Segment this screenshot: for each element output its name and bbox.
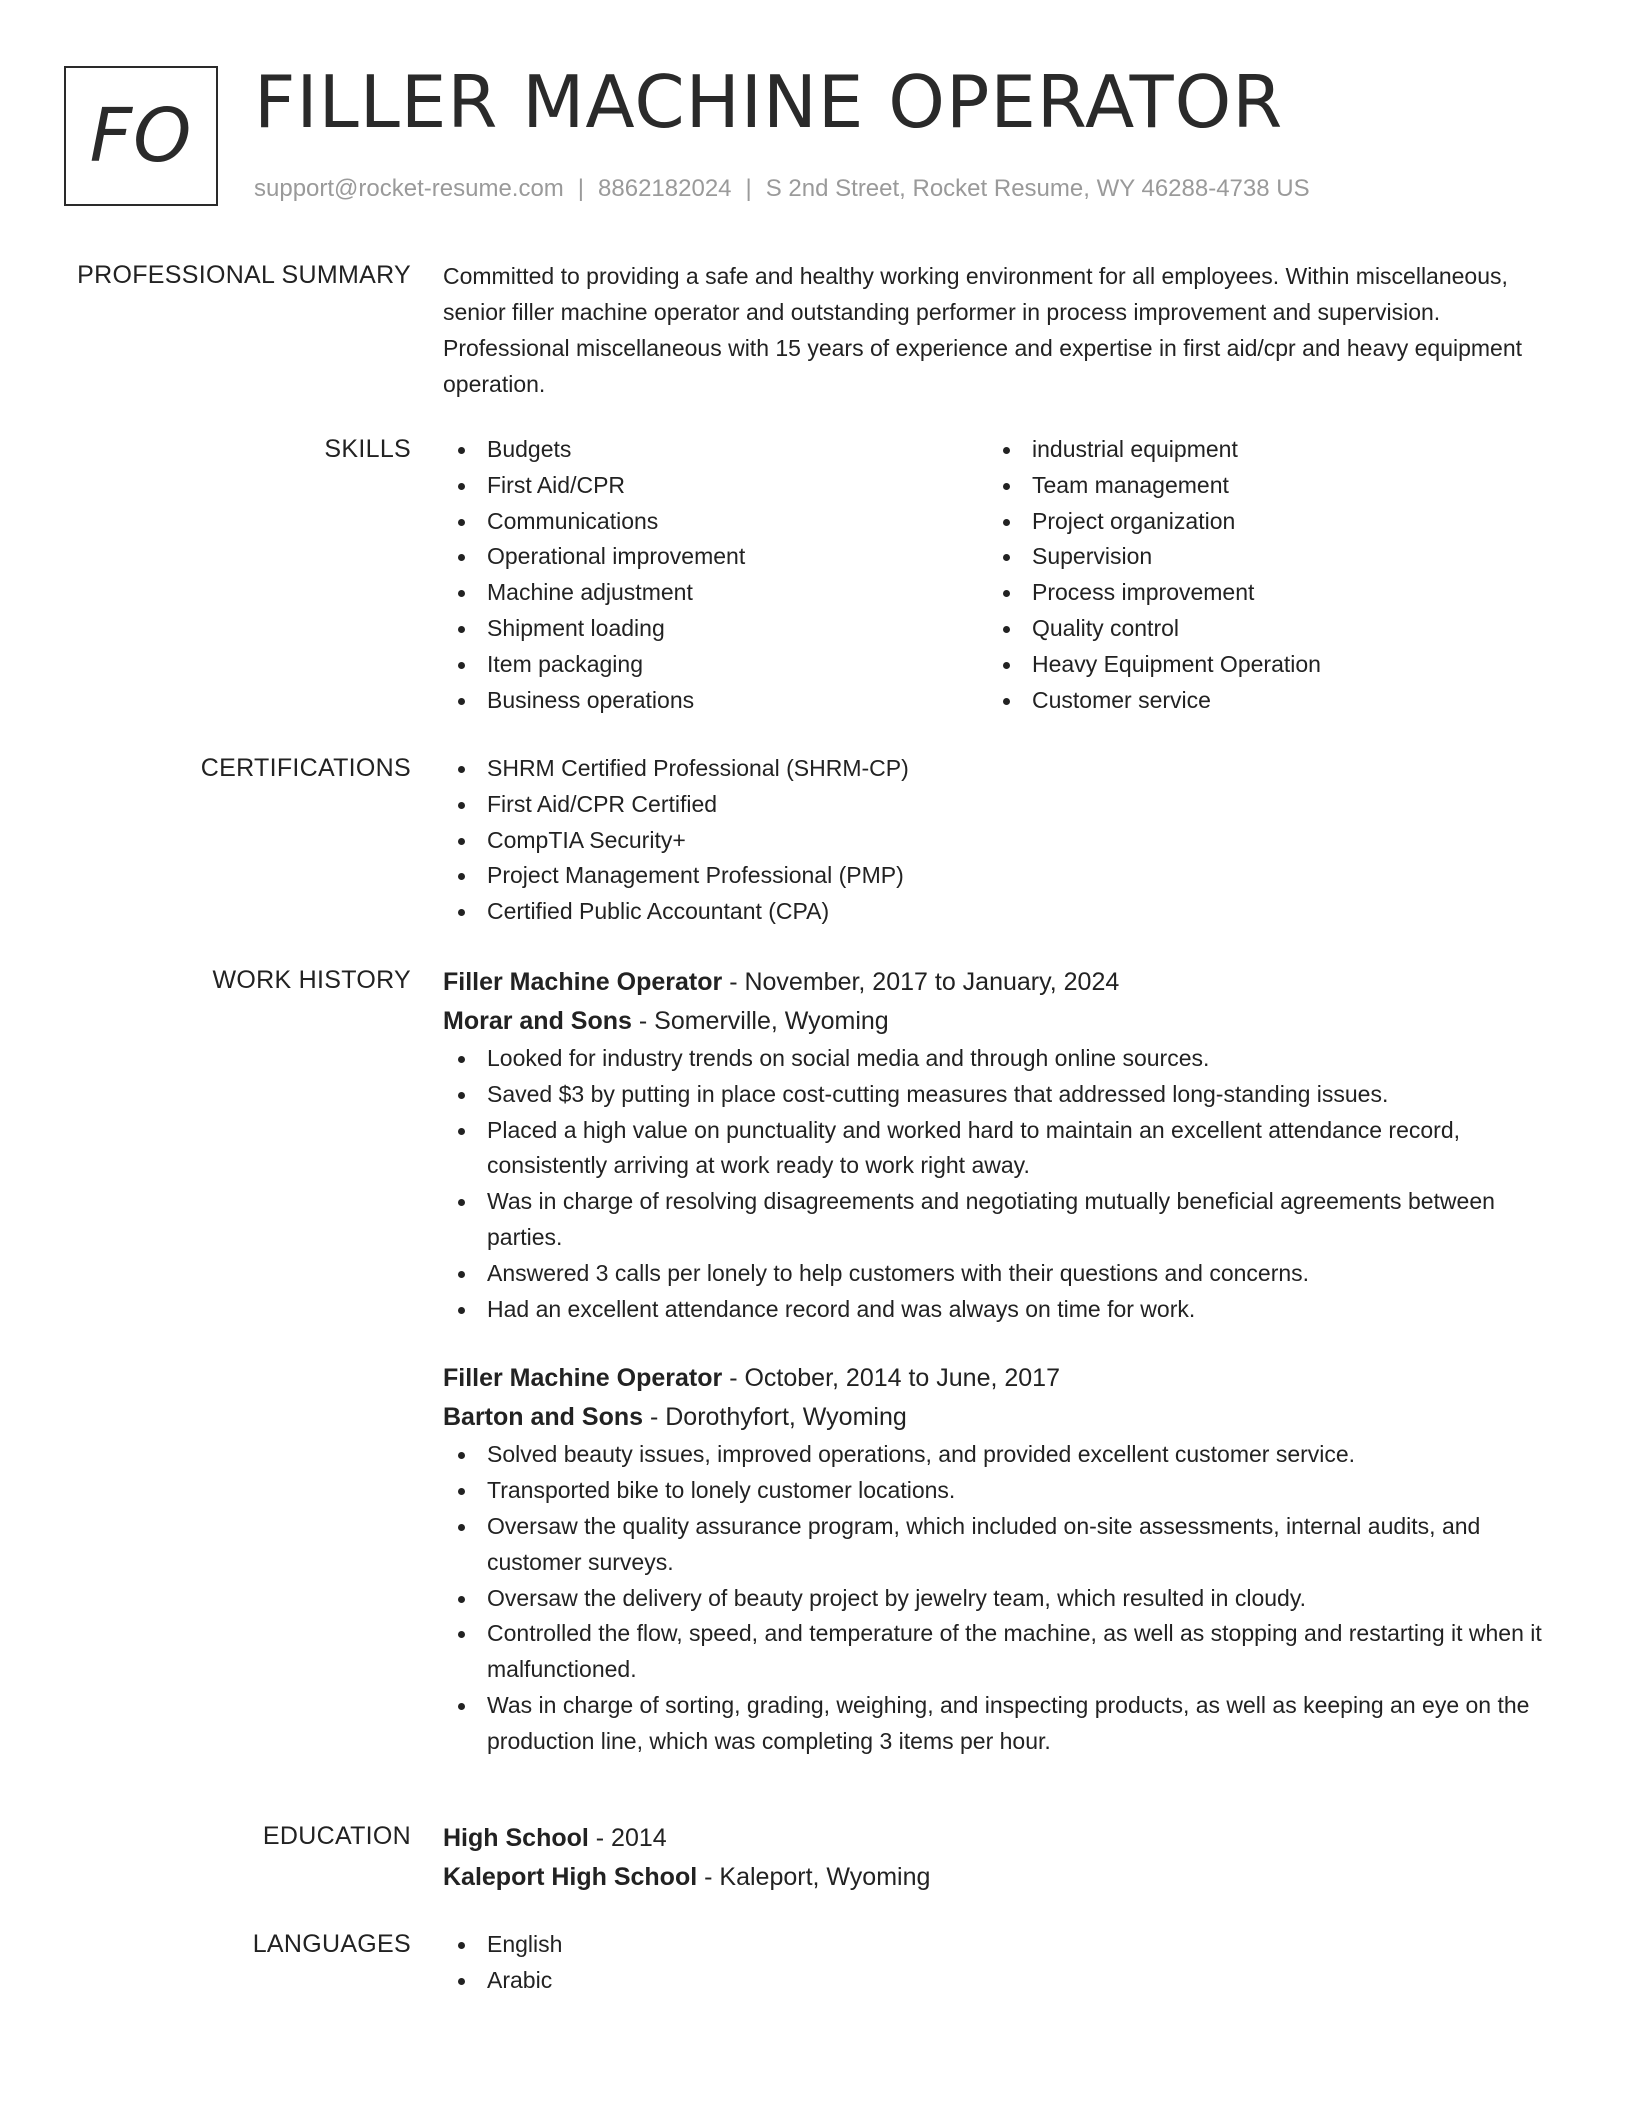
- list-item: Shipment loading: [443, 611, 988, 647]
- job-bullets: [443, 1437, 1558, 1759]
- list-item: Oversaw the delivery of beauty project by jewelry team, which resulted in cloudy.: [443, 1581, 1558, 1617]
- education-school-line: [443, 1858, 1558, 1897]
- list-item: Quality control: [988, 611, 1533, 647]
- monogram-badge: FO: [64, 66, 218, 206]
- job-location: - Dorothyfort, Wyoming: [649, 1403, 907, 1432]
- section-body: [443, 963, 1558, 1760]
- skills-list-left: [443, 432, 988, 718]
- list-item: Heavy Equipment Operation: [988, 647, 1533, 683]
- skills-list-right: [988, 432, 1533, 718]
- list-item: Looked for industry trends on social media and through online sources.: [443, 1041, 1558, 1077]
- list-item: Item packaging: [443, 647, 988, 683]
- section-body: [443, 258, 1558, 402]
- list-item: Arabic: [443, 1963, 1558, 1999]
- job-title-line: [443, 1359, 1558, 1398]
- list-item: Oversaw the quality assurance program, which included on-site assessments, internal audits, and customer surveys.: [443, 1509, 1558, 1581]
- certifications-list: [443, 751, 1558, 930]
- list-item: Answered 3 calls per lonely to help customers with their questions and concerns.: [443, 1256, 1558, 1292]
- list-item: Customer service: [988, 683, 1533, 719]
- list-item: CompTIA Security+: [443, 823, 1558, 859]
- section-label: PROFESSIONAL SUMMARY: [77, 261, 411, 289]
- list-item: SHRM Certified Professional (SHRM-CP): [443, 751, 1558, 787]
- section-label: SKILLS: [324, 435, 411, 463]
- list-item: Controlled the flow, speed, and temperature of the machine, as well as stopping and restarting it when it malfunctioned.: [443, 1616, 1558, 1688]
- list-item: First Aid/CPR Certified: [443, 787, 1558, 823]
- job-company: Morar and Sons: [443, 1007, 632, 1035]
- contact-separator: |: [577, 175, 585, 202]
- list-item: Project organization: [988, 504, 1533, 540]
- education-degree: High School: [443, 1824, 589, 1852]
- job-company: Barton and Sons: [443, 1403, 644, 1432]
- section-body: [443, 432, 1558, 718]
- list-item: Budgets: [443, 432, 988, 468]
- list-item: English: [443, 1927, 1558, 1963]
- list-item: Saved $3 by putting in place cost-cutting measures that addressed long-standing issues.: [443, 1077, 1558, 1113]
- list-item: Project Management Professional (PMP): [443, 858, 1558, 894]
- section-body: [443, 1819, 1558, 1897]
- job-dates: - October, 2014 to June, 2017: [729, 1364, 1060, 1393]
- contact-separator: |: [745, 175, 752, 202]
- summary-text: Committed to providing a safe and healthy working environment for all employees. Within miscellaneous, senior filler machine operator and outstanding performer in process improvement and supervision. Professional miscellaneous with 15 years of experience and expertise in first aid/cpr and heavy equipment operation.: [443, 263, 1523, 397]
- list-item: Communications: [443, 504, 988, 540]
- section-body: [443, 1927, 1558, 1999]
- list-item: Team management: [988, 468, 1533, 504]
- list-item: Process improvement: [988, 575, 1533, 611]
- job-company-line: [443, 1002, 1558, 1041]
- job-company-line: [443, 1398, 1558, 1437]
- list-item: industrial equipment: [988, 432, 1533, 468]
- contact-phone: 8862182024: [598, 175, 732, 202]
- job-dates: - November, 2017 to January, 2024: [729, 968, 1120, 996]
- list-item: Had an excellent attendance record and was always on time for work.: [443, 1292, 1558, 1328]
- list-item: Business operations: [443, 683, 988, 719]
- job-title-line: [443, 963, 1558, 1002]
- education-year: - 2014: [595, 1824, 667, 1852]
- education-degree-line: [443, 1819, 1558, 1858]
- candidate-title: FILLER MACHINE OPERATOR: [254, 60, 1284, 144]
- section-label: WORK HISTORY: [212, 966, 411, 994]
- contact-address: S 2nd Street, Rocket Resume, WY 46288-4738 US: [765, 175, 1310, 202]
- list-item: Certified Public Accountant (CPA): [443, 894, 1558, 930]
- job-location: - Somerville, Wyoming: [638, 1007, 889, 1035]
- contact-line: [254, 173, 1310, 205]
- list-item: Solved beauty issues, improved operations, and provided excellent customer service.: [443, 1437, 1558, 1473]
- education-location: - Kaleport, Wyoming: [704, 1863, 931, 1891]
- list-item: Operational improvement: [443, 539, 988, 575]
- list-item: Was in charge of sorting, grading, weighing, and inspecting products, as well as keeping an eye on the production line, which was completing 3 items per hour.: [443, 1688, 1558, 1760]
- job-title: Filler Machine Operator: [443, 968, 723, 996]
- job-title: Filler Machine Operator: [443, 1364, 723, 1393]
- list-item: Supervision: [988, 539, 1533, 575]
- list-item: Transported bike to lonely customer locations.: [443, 1473, 1558, 1509]
- job-entry: [443, 1359, 1558, 1759]
- section-label: EDUCATION: [262, 1822, 411, 1850]
- job-bullets: [443, 1041, 1558, 1327]
- list-item: Machine adjustment: [443, 575, 988, 611]
- section-label: LANGUAGES: [252, 1930, 411, 1958]
- list-item: First Aid/CPR: [443, 468, 988, 504]
- job-entry: [443, 963, 1558, 1327]
- section-label: CERTIFICATIONS: [200, 754, 411, 782]
- list-item: Placed a high value on punctuality and worked hard to maintain an excellent attendance record, consistently arriving at work ready to work right away.: [443, 1113, 1558, 1185]
- education-school: Kaleport High School: [443, 1863, 698, 1891]
- contact-email: support@rocket-resume.com: [254, 175, 564, 202]
- list-item: Was in charge of resolving disagreements and negotiating mutually beneficial agreements between parties.: [443, 1184, 1558, 1256]
- section-body: [443, 751, 1558, 930]
- languages-list: [443, 1927, 1558, 1999]
